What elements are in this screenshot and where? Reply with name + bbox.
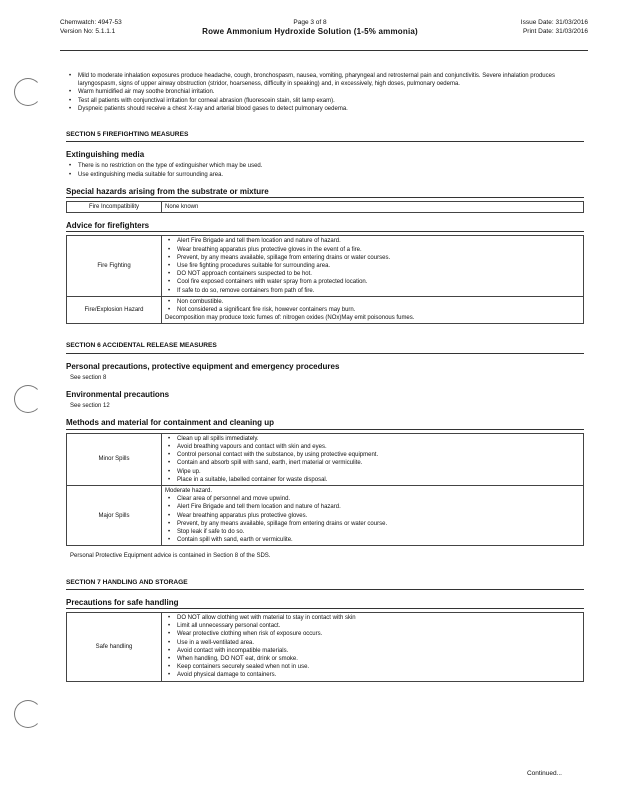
section-7-title: SECTION 7 HANDLING AND STORAGE xyxy=(66,579,584,590)
containment-heading: Methods and material for containment and cleaning up xyxy=(66,419,584,429)
list-item: • Cool fire exposed containers with water spray from a protected location. xyxy=(165,278,580,286)
list-item: • Mild to moderate inhalation exposures produce headache, cough, bronchospasm, nausea, vomiting, pharyngeal and retrosternal pain and conjunctivitis. Severe inhalation produces laryngospasm, signs of upper airway obstruction (stridor, hoarseness, difficulty in speaking) and, in excessively, high doses, pulmonary oedema. xyxy=(66,72,584,88)
extinguishing-media-heading: Extinguishing media xyxy=(66,150,145,160)
header-center xyxy=(180,18,440,36)
fire-explosion-label: Fire/Explosion Hazard xyxy=(67,296,162,324)
list-item: • DO NOT approach containers suspected to be hot. xyxy=(165,270,580,278)
major-spills-cell xyxy=(162,485,584,545)
firefighter-table xyxy=(66,235,584,324)
major-spills-label: Major Spills xyxy=(67,485,162,545)
fire-incompatibility-value: None known xyxy=(162,202,584,213)
document-body xyxy=(66,72,584,682)
list-item: • Use extinguishing media suitable for surrounding area. xyxy=(66,171,584,179)
list-item: • Not considered a significant fire risk, however containers may burn. xyxy=(165,306,580,314)
ppe-note: Personal Protective Equipment advice is contained in Section 8 of the SDS. xyxy=(70,553,271,560)
list-item: • Avoid contact with incompatible materials. xyxy=(165,647,580,655)
list-item: • Contain spill with sand, earth or vermiculite. xyxy=(165,536,580,544)
list-item: • Control personal contact with the substance, by using protective equipment. xyxy=(165,451,580,459)
list-item: • Wear breathing apparatus plus protective gloves in the event of a fire. xyxy=(165,246,580,254)
safe-handling-table xyxy=(66,612,584,682)
safe-handling-cell xyxy=(162,612,584,681)
binder-hole xyxy=(14,78,42,106)
doc-code: Chemwatch: 4947-53 xyxy=(60,19,122,26)
intro-list xyxy=(66,72,584,113)
list-item: • Contain and absorb spill with sand, earth, inert material or vermiculite. xyxy=(165,459,580,467)
fire-fighting-label: Fire Fighting xyxy=(67,236,162,296)
binder-hole xyxy=(14,385,42,413)
list-item: • Non combustible. xyxy=(165,298,580,306)
header-rule xyxy=(60,50,588,51)
binder-hole xyxy=(14,700,42,728)
fire-incompatibility-table xyxy=(66,201,584,213)
section-6-title: SECTION 6 ACCIDENTAL RELEASE MEASURES xyxy=(66,342,584,353)
environmental-precautions-text: See section 12 xyxy=(70,403,110,410)
header-left xyxy=(60,18,122,36)
personal-precautions-text: See section 8 xyxy=(70,374,107,381)
minor-spills-label: Minor Spills xyxy=(67,433,162,485)
list-item: • If safe to do so, remove containers from path of fire. xyxy=(165,287,580,295)
list-item: • Prevent, by any means available, spillage from entering drains or water courses. xyxy=(165,254,580,262)
list-item: • Dyspneic patients should receive a chest X-ray and arterial blood gases to detect pulmonary oedema. xyxy=(66,105,584,113)
fire-explosion-cell xyxy=(162,296,584,324)
list-item: • Use in a well-ventilated area. xyxy=(165,639,580,647)
list-item: • Limit all unnecessary personal contact. xyxy=(165,622,580,630)
advice-heading: Advice for firefighters xyxy=(66,222,584,232)
issue-date: Issue Date: 31/03/2016 xyxy=(520,19,588,26)
special-hazards-heading: Special hazards arising from the substrate or mixture xyxy=(66,188,584,198)
section-5-title: SECTION 5 FIREFIGHTING MEASURES xyxy=(66,131,584,142)
list-item: • Prevent, by any means available, spillage from entering drains or water course. xyxy=(165,520,580,528)
fire-fighting-cell xyxy=(162,236,584,296)
header-right xyxy=(521,18,588,36)
spills-table xyxy=(66,433,584,547)
list-item: • Keep containers securely sealed when not in use. xyxy=(165,663,580,671)
fire-incompatibility-label: Fire Incompatibility xyxy=(67,202,162,213)
personal-precautions-heading: Personal precautions, protective equipment and emergency procedures xyxy=(66,361,340,371)
list-item: • Use fire fighting procedures suitable for surrounding area. xyxy=(165,262,580,270)
list-item: • Warm humidified air may soothe bronchial irritation. xyxy=(66,88,584,96)
document-title: Rowe Ammonium Hydroxide Solution (1-5% ammonia) xyxy=(202,27,418,36)
list-item: • DO NOT allow clothing wet with material to stay in contact with skin xyxy=(165,614,580,622)
extinguishing-media-list xyxy=(66,162,584,178)
print-date: Print Date: 31/03/2016 xyxy=(522,28,588,35)
list-item: • Wear protective clothing when risk of exposure occurs. xyxy=(165,630,580,638)
environmental-precautions-heading: Environmental precautions xyxy=(66,390,170,400)
list-item: • Avoid breathing vapours and contact with skin and eyes. xyxy=(165,443,580,451)
list-item: • Test all patients with conjunctival irritation for corneal abrasion (fluorescein stain, slit lamp exam). xyxy=(66,97,584,105)
page-number: Page 3 of 8 xyxy=(293,19,327,26)
list-item: • Stop leak if safe to do so. xyxy=(165,528,580,536)
list-item: • Place in a suitable, labelled container for waste disposal. xyxy=(165,476,580,484)
list-item: • Wear breathing apparatus plus protective gloves. xyxy=(165,512,580,520)
list-item: • When handling, DO NOT eat, drink or smoke. xyxy=(165,655,580,663)
list-item: • Clear area of personnel and move upwind. xyxy=(165,495,580,503)
version: Version No: 5.1.1.1 xyxy=(60,28,116,35)
minor-spills-cell xyxy=(162,433,584,485)
list-item: • Avoid physical damage to containers. xyxy=(165,671,580,679)
list-item: • Alert Fire Brigade and tell them location and nature of hazard. xyxy=(165,237,580,245)
fire-explosion-note: Decomposition may produce toxic fumes of: nitrogen oxides (NOx)May emit poisonous fumes. xyxy=(165,315,415,322)
continued-footer: Continued... xyxy=(526,770,562,777)
safe-handling-label: Safe handling xyxy=(67,612,162,681)
list-item: • Clean up all spills immediately. xyxy=(165,435,580,443)
major-spills-intro: Moderate hazard. xyxy=(165,487,213,494)
list-item: • Alert Fire Brigade and tell them location and nature of hazard. xyxy=(165,503,580,511)
safe-handling-heading: Precautions for safe handling xyxy=(66,599,584,609)
list-item: • Wipe up. xyxy=(165,468,580,476)
list-item: • There is no restriction on the type of extinguisher which may be used. xyxy=(66,162,584,170)
